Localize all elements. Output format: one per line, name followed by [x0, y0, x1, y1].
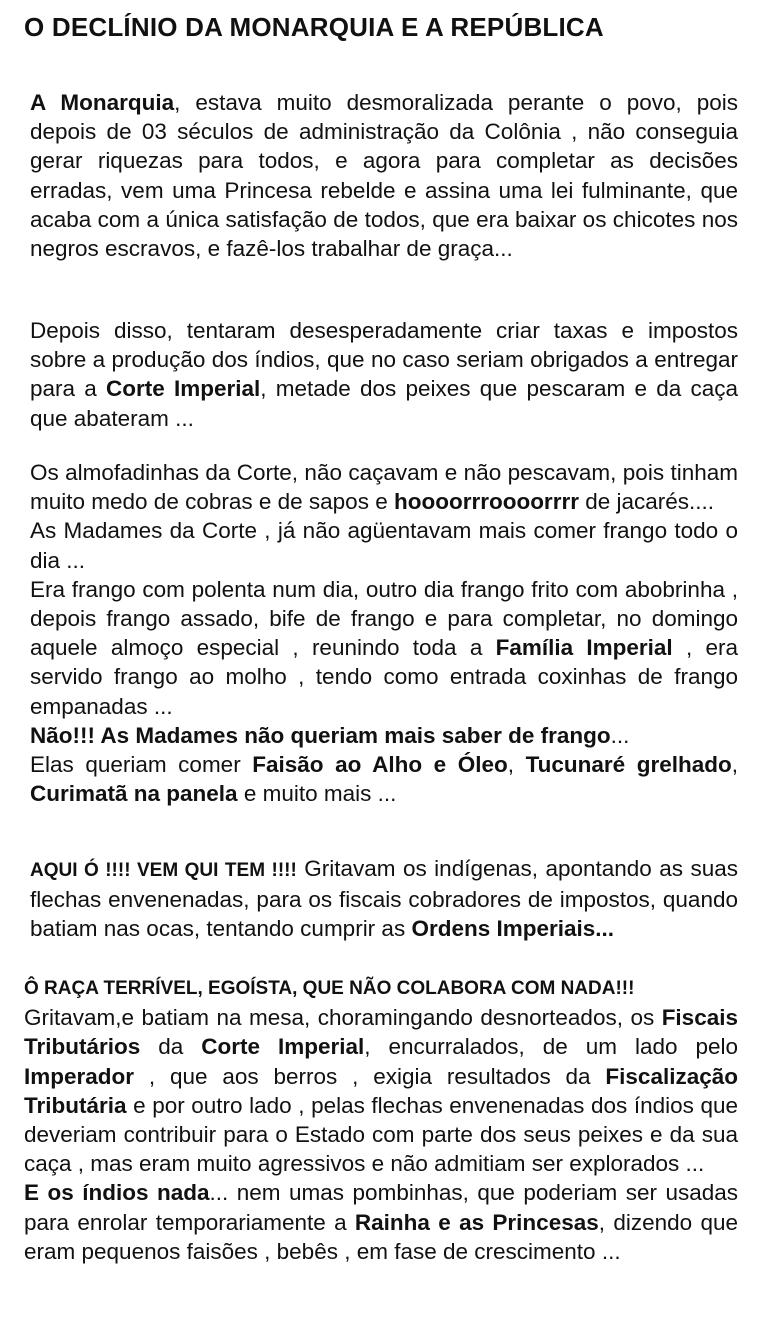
paragraph-text: e por outro lado , pelas flechas envenenadas dos índios que deveriam contribuir para o Estado com parte dos seus peixes e da sua caça , mas eram muito agressivos e não admitiam ser explorados ... — [24, 1092, 738, 1177]
paragraph-text: ... nem umas pombinhas, que poderiam ser usadas para enrolar temporariamente a — [24, 1180, 738, 1235]
paragraph-text: , estava muito desmoralizada perante o povo, pois depois de 03 séculos de administração da Colônia , não conseguia gerar riquezas para todos, e agora para completar as decisões erradas, vem uma Princesa rebelde e assina uma lei fulminante, que acaba com a única satisfação de todos, que era baixar os chicotes nos negros escravos, e fazê-los trabalhar de graça... — [30, 90, 738, 262]
paragraph-text: , — [731, 752, 739, 778]
paragraph-text: As Madames da Corte , já não agüentavam mais comer frango todo o dia ... — [30, 518, 738, 573]
bold-phrase: Família Imperial — [495, 635, 673, 661]
paragraph-indigenas — [30, 854, 738, 956]
paragraph-text: Era frango com polenta num dia, outro dia frango frito com abobrinha , depois frango assado, bife de frango e para completar, no domingo aquele almoço especial , reunindo toda a — [30, 576, 738, 661]
bold-phrase: Tucunaré grelhado — [525, 752, 732, 778]
paragraph-monarquia — [30, 88, 738, 263]
paragraph-heading: Ô RAÇA TERRÍVEL, EGOÍSTA, QUE NÃO COLABORA COM NADA!!! — [24, 978, 635, 999]
paragraph-text: da — [140, 1034, 202, 1060]
paragraph-text: , era servido frango ao molho , tendo como entrada coxinhas de frango empanadas ... — [30, 635, 738, 719]
bold-phrase: AQUI Ó !!!! VEM QUI TEM !!!! — [30, 860, 297, 881]
bold-phrase: Curimatã na panela — [30, 781, 238, 807]
paragraph-text: Gritavam os indígenas, apontando as suas flechas envenenadas, para os fiscais cobradores de impostos, quando batiam nas ocas, tentando cumprir as — [30, 856, 738, 942]
paragraph-text: Elas queriam comer — [30, 752, 253, 778]
paragraph-text: e muito mais ... — [237, 781, 397, 807]
bold-phrase: Fiscalização Tributária — [24, 1063, 738, 1118]
bold-phrase: Faisão ao Alho e Óleo — [252, 752, 508, 778]
bold-phrase: Corte Imperial — [201, 1034, 365, 1060]
paragraph-text: , — [507, 752, 526, 778]
page-title: O DECLÍNIO DA MONARQUIA E A REPÚBLICA — [24, 12, 604, 42]
paragraph-text: ... — [610, 722, 630, 748]
bold-phrase: A Monarquia — [30, 90, 175, 115]
bold-phrase: E os índios nada — [24, 1180, 210, 1206]
paragraph-text: , encurralados, de um lado pelo — [364, 1034, 739, 1060]
paragraph-corte — [30, 458, 738, 808]
bold-phrase: Rainha e as Princesas — [354, 1209, 599, 1235]
bold-phrase: Ordens Imperiais... — [411, 916, 615, 942]
bold-phrase: Não!!! As Madames não queriam mais saber de frango — [30, 722, 611, 748]
bold-phrase: hoooorrroooorrrr — [393, 489, 579, 515]
paragraph-text: , que aos berros , exigia resultados da — [134, 1063, 606, 1089]
paragraph-text: Depois disso, tentaram desesperadamente criar taxas e impostos sobre a produção dos índios, que no caso seriam obrigados a entregar para a — [30, 318, 738, 402]
paragraph-text: , dizendo que eram pequenos faisões , bebês , em fase de crescimento ... — [24, 1209, 738, 1264]
paragraph-text: Os almofadinhas da Corte, não caçavam e não pescavam, pois tinham muito medo de cobras e de sapos e — [30, 460, 738, 515]
paragraph-text: de jacarés.... — [578, 489, 715, 515]
bold-phrase: Fiscais Tributários — [24, 1005, 738, 1060]
paragraph-text: , metade dos peixes que pescaram e da caça que abateram ... — [30, 376, 738, 431]
paragraph-text: Gritavam,e batiam na mesa, choramingando desnorteados, os — [24, 1005, 662, 1031]
bold-phrase: Imperador — [24, 1063, 135, 1089]
paragraph-impostos — [30, 316, 738, 433]
bold-phrase: Corte Imperial — [105, 376, 261, 402]
paragraph-fiscais — [24, 972, 738, 1266]
